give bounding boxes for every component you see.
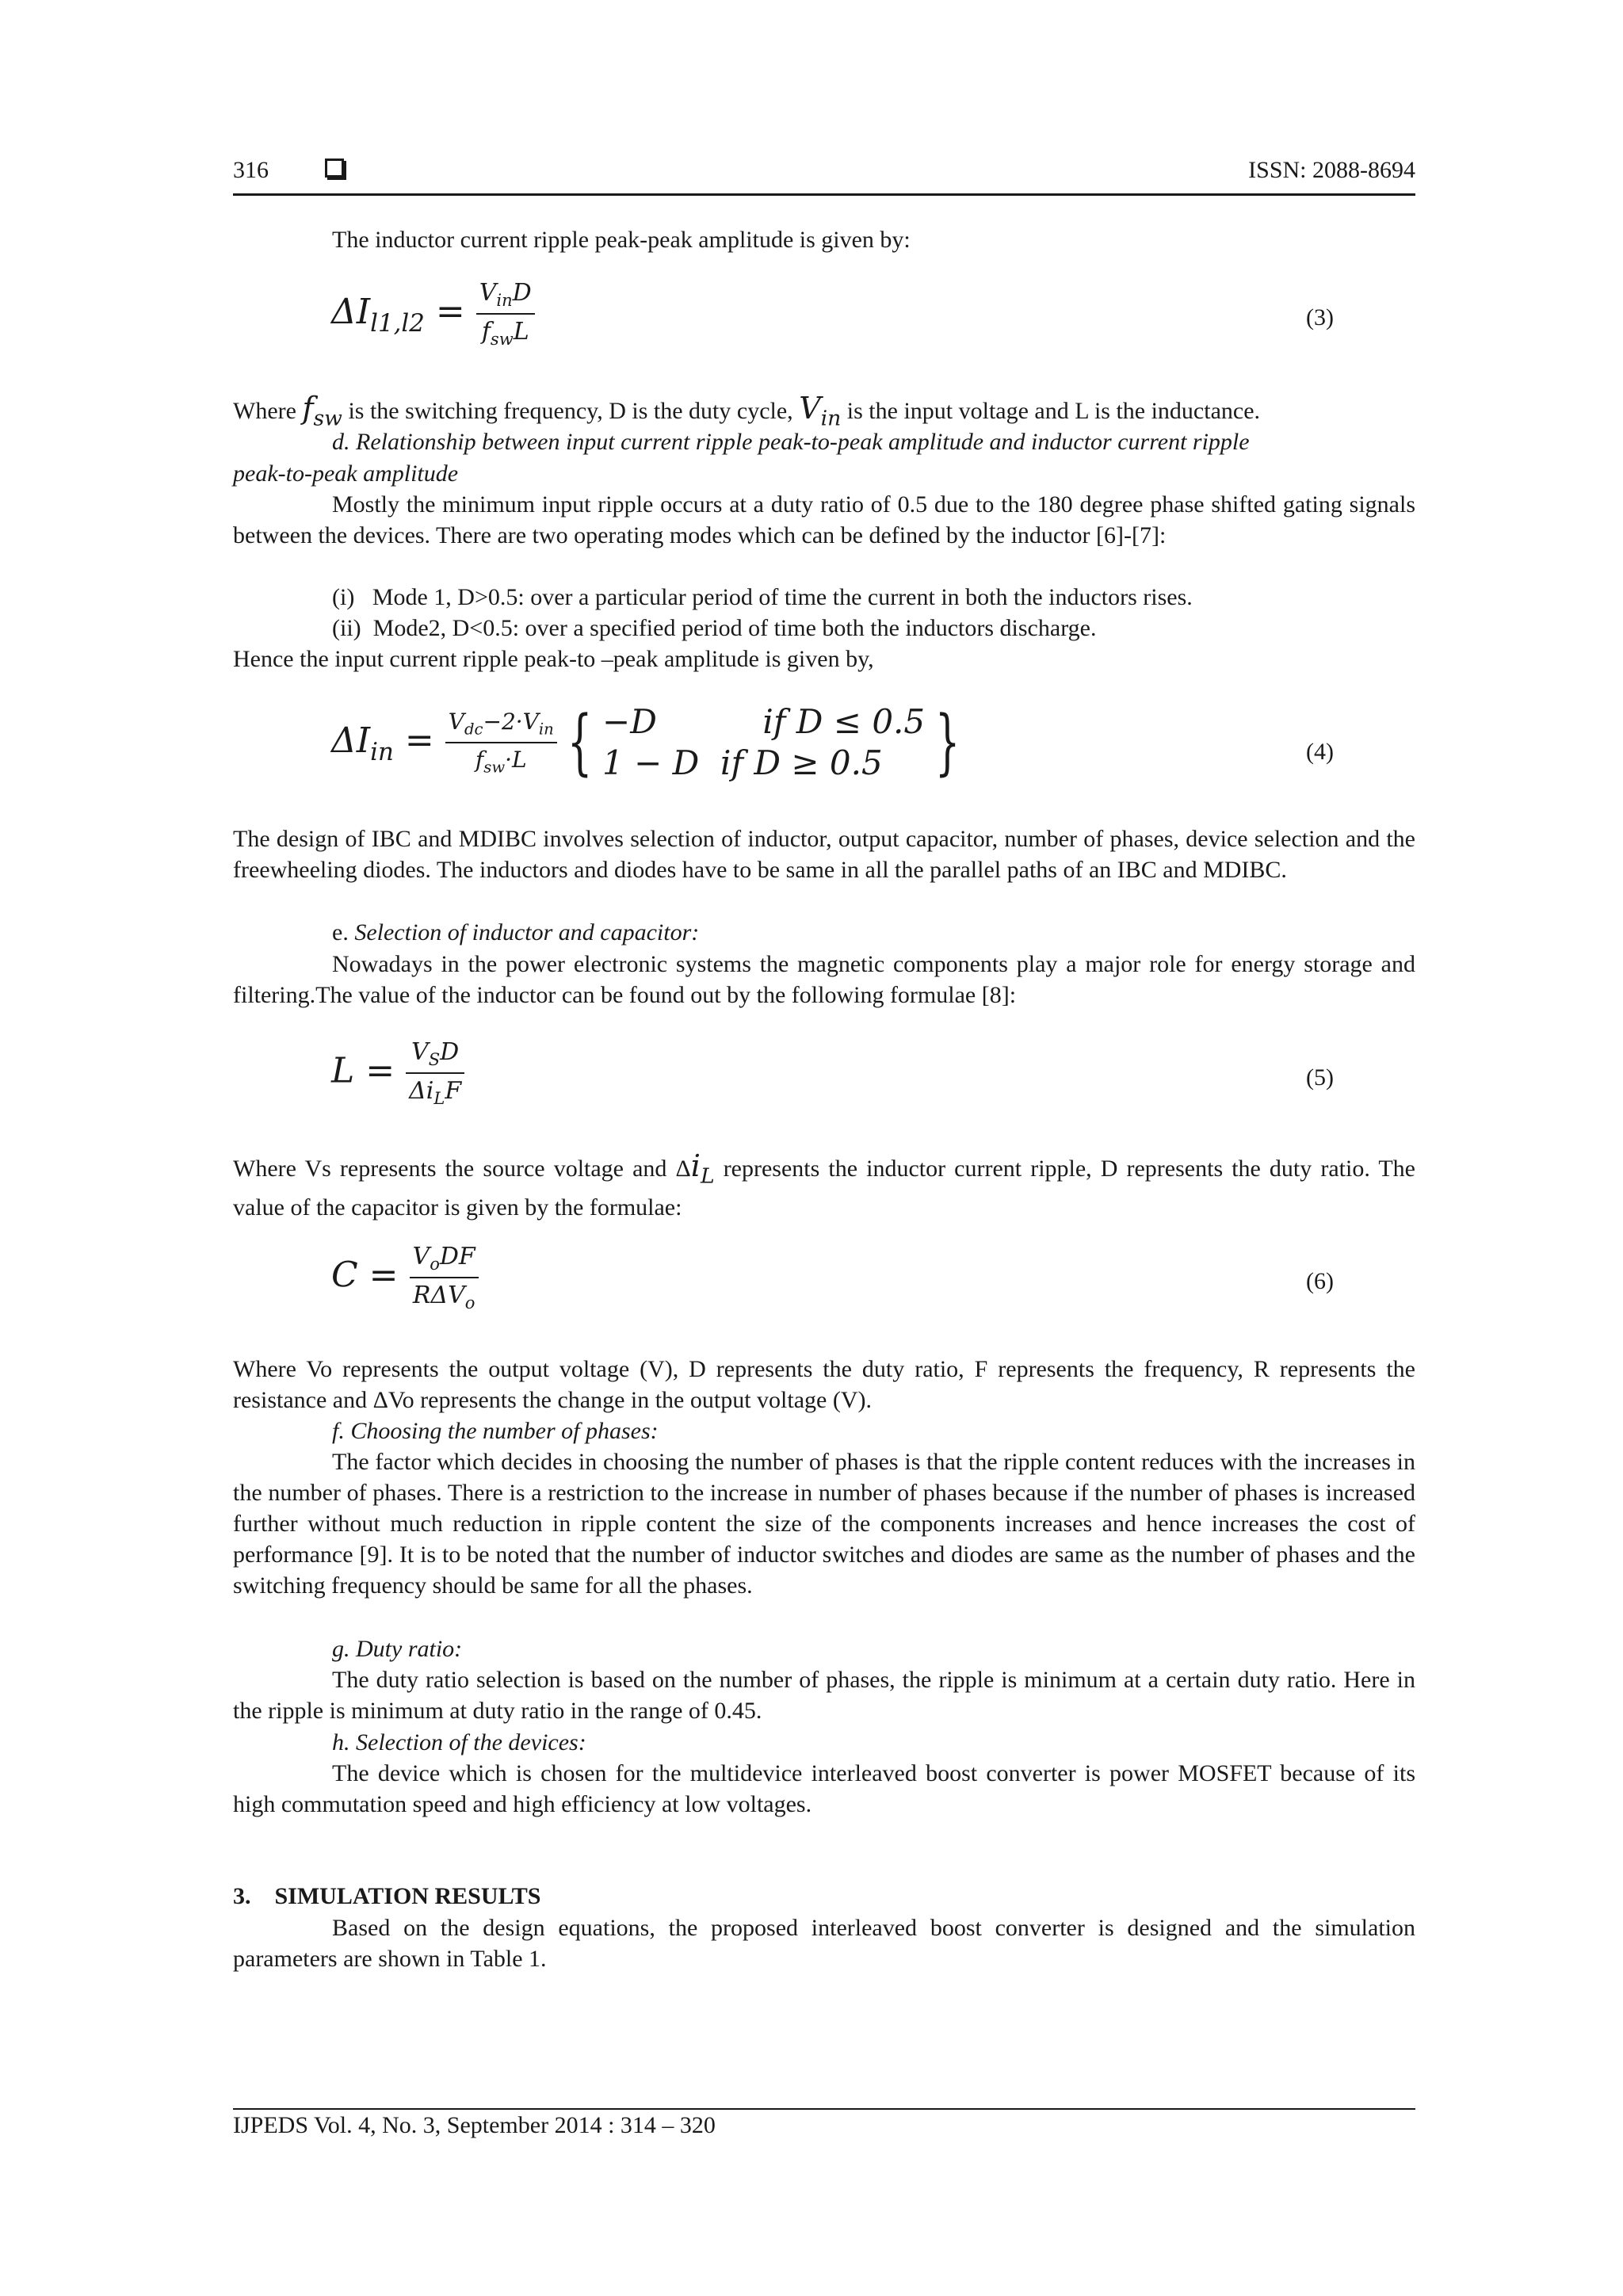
section-f-heading: f. Choosing the number of phases:: [332, 1418, 659, 1444]
equation-5: L = $\frac{V_SD}{\Delta i_LF}$: [331, 1038, 464, 1108]
paragraph-where-fsw: Where $f_{sw}$ is the switching frequency, D is the duty cycle, $V_{in}$ is the input voltage and L is the inductance.: [233, 391, 1261, 431]
eq3-lhs: $\Delta I_{l1,l2}$: [331, 291, 425, 338]
eq3-number: (3): [1306, 304, 1334, 330]
paragraph-intro: The inductor current ripple peak-peak amplitude is given by:: [332, 227, 911, 253]
equation-6: C = $\frac{V_oDF}{R\Delta V_o}$: [331, 1243, 479, 1312]
eq5-number: (5): [1306, 1064, 1334, 1091]
left-brace-icon: {: [567, 701, 593, 784]
paragraph-design: The design of IBC and MDIBC involves selection of inductor, output capacitor, number of phases, device selection and the freewheeling diodes. The inductors and diodes have to be same in all the parallel paths of an IBC and MDIBC.: [233, 826, 1415, 883]
eq6-number: (6): [1306, 1268, 1334, 1294]
section-h-heading: h. Selection of the devices:: [332, 1729, 586, 1755]
eq4-lhs: $\Delta I_{in}$: [331, 720, 394, 766]
paragraph-where-vs: Where Vs represents the source voltage and $\Delta i_L$ represents the inductor current ripple, D represents the duty ratio. The value of the capacitor is given by the formulae:: [233, 1148, 1416, 1221]
header-rule: [233, 193, 1415, 196]
paragraph-hence: Hence the input current ripple peak-to –peak amplitude is given by,: [233, 646, 874, 672]
eq4-fraction: $\frac{V_{dc}-2\cdot V_{in}}{f_{sw}\cdot L}$: [445, 709, 557, 776]
equation-4: $\Delta I_{in}$ = $\frac{V_{dc}-2\cdot V_{in}}{f_{sw}\cdot L}$ { −D if D ≤ 0.5 1 − D if D ≥ 0.5 }: [331, 701, 960, 784]
eq4-number: (4): [1306, 739, 1334, 765]
paragraph-modes: Mostly the minimum input ripple occurs at a duty ratio of 0.5 due to the 180 degree phase shifted gating signals between the devices. There are two operating modes which can be defined by the inductor [6]-[7]:: [233, 491, 1415, 548]
section-d-heading-cont: peak-to-peak amplitude: [233, 460, 459, 487]
list-item-mode2: (ii) Mode2, D<0.5: over a specified period of time both the inductors discharge.: [332, 615, 1097, 641]
equation-3: $\Delta I_{l1,l2}$ = $\frac{V_{in}D}{f_{sw}L}$: [331, 279, 535, 349]
paragraph-duty: The duty ratio selection is based on the number of phases, the ripple is minimum at a certain duty ratio. Here in the ripple is minimum at duty ratio in the range of 0.45.: [233, 1667, 1415, 1724]
list-item-mode1: (i) Mode 1, D>0.5: over a particular period of time the current in both the inductors rises.: [332, 584, 1193, 610]
right-brace-icon: }: [934, 701, 960, 784]
paragraph-magnetic: Nowadays in the power electronic systems the magnetic components play a major role for energy storage and filtering.The value of the inductor can be found out by the following formulae [8]:: [233, 951, 1415, 1008]
footer-rule: [233, 2108, 1415, 2110]
square-bullet-icon: [325, 159, 344, 178]
eq3-fraction: $\frac{V_{in}D}{f_{sw}L}$: [476, 279, 535, 349]
issn-label: ISSN: 2088-8694: [1248, 157, 1415, 183]
paragraph-where-vo: Where Vo represents the output voltage (V), D represents the duty ratio, F represents the frequency, R represents the resistance and ΔVo represents the change in the output voltage (V).: [233, 1356, 1415, 1413]
section-3-heading: 3. SIMULATION RESULTS: [233, 1883, 541, 1909]
paragraph-phases: The factor which decides in choosing the number of phases is that the ripple content reduces with the increases in the number of phases. There is a restriction to the increase in number of phases because if the number of phases is increased further without much reduction in ripple content the size of the components increases and hence increases the cost of performance [9]. It is to be noted that the number of inductor switches and diodes are same as the number of phases and the switching frequency should be same for all the phases.: [233, 1449, 1415, 1599]
eq5-fraction: $\frac{V_SD}{\Delta i_LF}$: [406, 1038, 464, 1108]
paragraph-simulation: Based on the design equations, the proposed interleaved boost converter is designed and the simulation parameters are shown in Table 1.: [233, 1915, 1415, 1972]
section-d-heading: d. Relationship between input current ripple peak-to-peak amplitude and inductor current ripple: [332, 429, 1250, 455]
section-g-heading: g. Duty ratio:: [332, 1636, 463, 1662]
footer-citation: IJPEDS Vol. 4, No. 3, September 2014 : 314 – 320: [233, 2112, 716, 2138]
section-e-heading: e. Selection of inductor and capacitor:: [332, 919, 700, 946]
paragraph-devices: The device which is chosen for the multidevice interleaved boost converter is power MOSFET because of its high commutation speed and high efficiency at low voltages.: [233, 1760, 1415, 1817]
eq6-fraction: $\frac{V_oDF}{R\Delta V_o}$: [410, 1243, 479, 1312]
page-number: 316: [233, 157, 269, 183]
eq4-cases: −D if D ≤ 0.5 1 − D if D ≥ 0.5: [602, 702, 926, 782]
